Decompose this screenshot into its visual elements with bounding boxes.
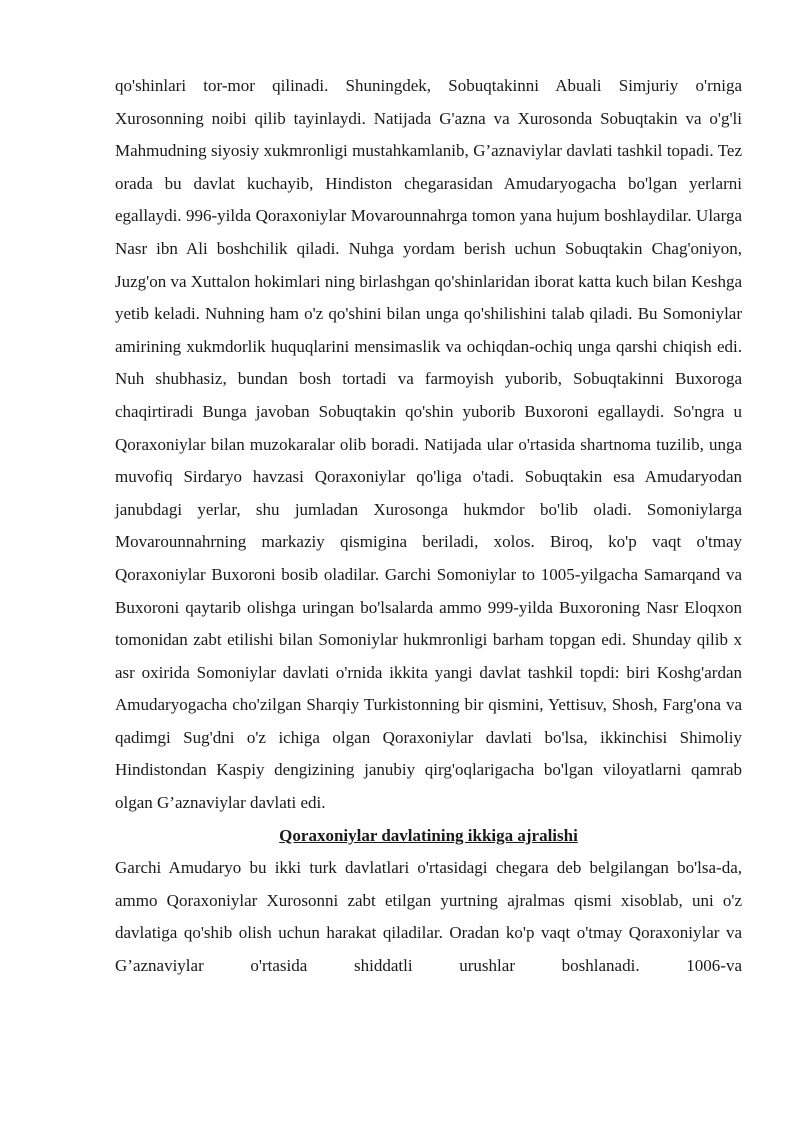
body-paragraph: qo'shinlari tor-mor qilinadi. Shuningdek, Sobuqtakinni Abuali Simjuriy o'rniga Xurosonning noibi qilib tayinlaydi. Natijada G'azna va Xurosonda Sobuqtakin va o'g'li Mahmudning siyosiy xukmronligi mustahkamlanib, G’aznaviylar davlati tashkil topadi. Tez orada bu davlat kuchayib, Hindiston chegarasidan Amudaryogacha bo'lgan yerlarni egallaydi. 996-yilda Qoraxoniylar Movarounnahrga tomon yana hujum boshlaydilar. Ularga Nasr ibn Ali boshchilik qiladi. Nuhga yordam berish uchun Sobuqtakin Chag'oniyon, Juzg'on va Xuttalon hokimlari ning birlashgan qo'shinlaridan iborat katta kuch bilan Keshga yetib keladi. Nuhning ham o'z qo'shini bilan unga qo'shilishini talab qiladi. Bu Somoniylar amirining xukmdorlik huquqlarini mensimaslik va ochiqdan-ochiq unga qarshi chiqish edi. Nuh shubhasiz, bundan bosh tortadi va farmoyish yuborib, Sobuqtakinni Buxoroga chaqirtiradi Bunga javoban Sobuqtakin qo'shin yuborib Buxoroni egallaydi. So'ngra u Qoraxoniylar bilan muzokaralar olib boradi. Natijada ular o'rtasida shartnoma tuzilib, unga muvofiq Sirdaryo havzasi Qoraxoniylar qo'liga o'tadi. Sobuqtakin esa Amudaryodan janubdagi yerlar, shu jumladan Xurosonga hukmdor bo'lib oladi. Somoniylarga Movarounnahrning markaziy qismigina beriladi, xolos. Biroq, ko'p vaqt o'tmay Qoraxoniylar Buxoroni bosib oladilar. Garchi Somoniylar to 1005-yilgacha Samarqand va Buxoroni qaytarib olishga uringan bo'lsalarda ammo 999-yilda Buxoroning Nasr Eloqxon tomonidan zabt etilishi bilan Somoniylar hukmronligi barham topgan edi. Shunday qilib x asr oxirida Somoniylar davlati o'rnida ikkita yangi davlat tashkil topdi: biri Koshg'ardan Amudaryogacha cho'zilgan Sharqiy Turkistonning bir qismini, Yettisuv, Shosh, Farg'ona va qadimgi Sug'dni o'z ichiga olgan Qoraxoniylar davlati bo'lsa, ikkinchisi Shimoliy Hindistondan Kaspiy dengizining janubiy qirg'oqlarigacha bo'lgan viloyatlarni qamrab olgan G’aznaviylar davlati edi. <box>115 76 742 813</box>
document-page <box>115 70 742 983</box>
body-paragraph-continued: Garchi Amudaryo bu ikki turk davlatlari o'rtasidagi chegara deb belgilangan bo'lsa-da, ammo Qoraxoniylar Xurosonni zabt etilgan yurtning ajralmas qismi xisoblab, uni o'z davlatiga qo'shib olish uchun harakat qiladilar. Oradan ko'p vaqt o'tmay Qoraxoniylar va G’aznaviylar o'rtasida shiddatli urushlar boshlanadi. 1006-va <box>115 858 742 976</box>
section-heading: Qoraxoniylar davlatining ikkiga ajralishi <box>279 825 578 845</box>
